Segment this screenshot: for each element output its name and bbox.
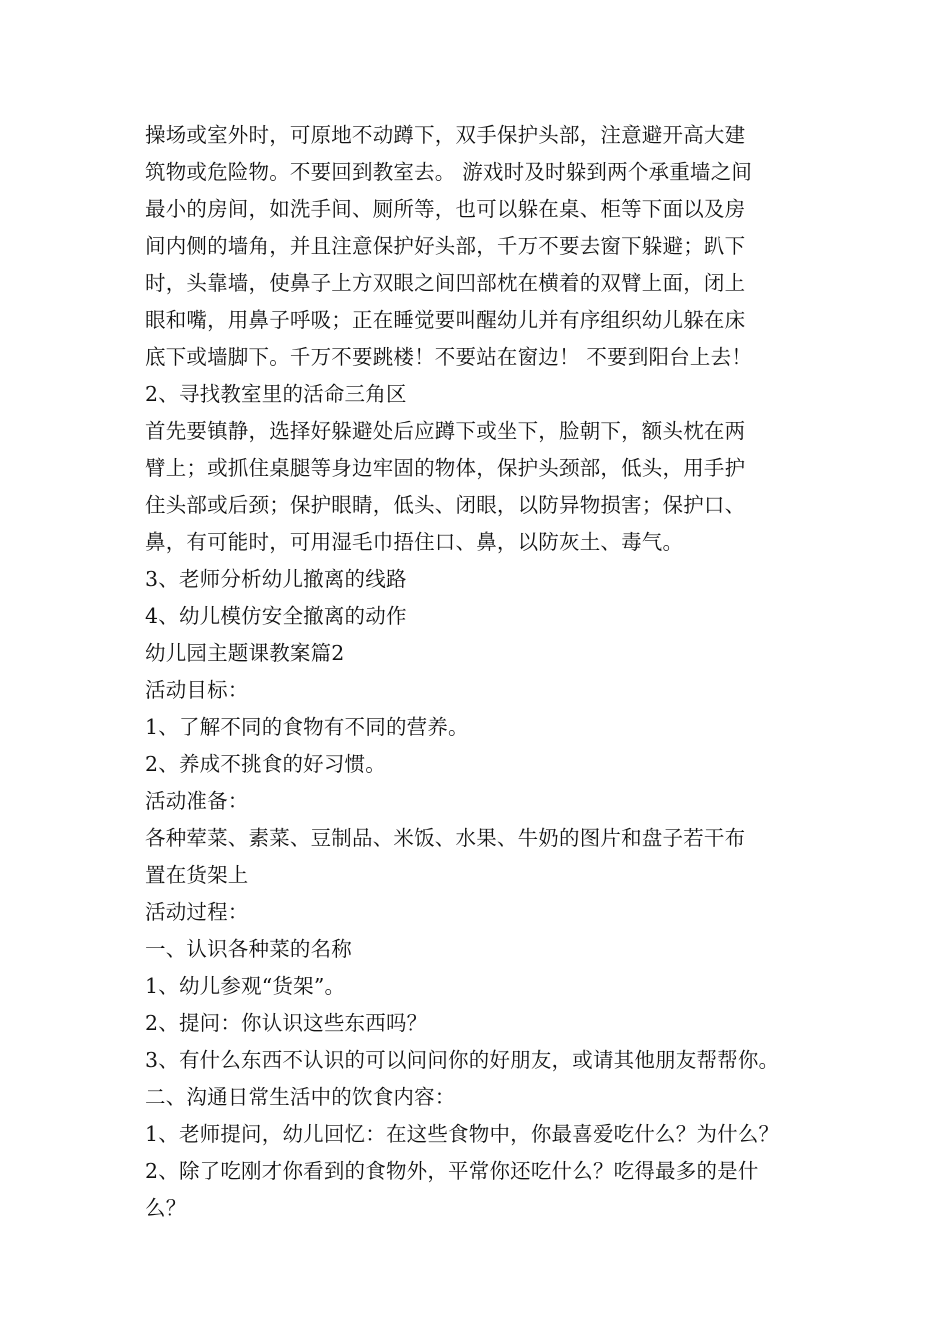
section-heading: 3、老师分析幼儿撤离的线路 — [145, 567, 407, 591]
text-line: 住头部或后颈；保护眼睛，低头、闭眼，以防异物损害；保护口、 — [145, 493, 746, 517]
list-item: 2、提问：你认识这些东西吗？ — [145, 1011, 428, 1035]
list-item: 1、了解不同的食物有不同的营养。 — [145, 715, 469, 739]
text-line: 首先要镇静，选择好躲避处后应蹲下或坐下，脸朝下，额头枕在两 — [145, 419, 746, 443]
list-item: 2、养成不挑食的好习惯。 — [145, 752, 386, 776]
text-line: 间内侧的墙角，并且注意保护好头部，千万不要去窗下躲避；趴下 — [145, 234, 746, 258]
text-line: 最小的房间，如洗手间、厕所等，也可以躲在桌、柜等下面以及房 — [145, 197, 746, 221]
section-heading: 一、认识各种菜的名称 — [145, 937, 352, 961]
section-heading: 2、寻找教室里的活命三角区 — [145, 382, 407, 406]
text-line: 置在货架上 — [145, 863, 249, 887]
text-line: 臂上；或抓住桌腿等身边牢固的物体，保护头颈部，低头，用手护 — [145, 456, 746, 480]
text-line: 底下或墙脚下。千万不要跳楼！不要站在窗边！ 不要到阳台上去！ — [145, 345, 753, 369]
text-line: 时，头靠墙，使鼻子上方双眼之间凹部枕在横着的双臂上面，闭上 — [145, 271, 746, 295]
text-line: 眼和嘴，用鼻子呼吸；正在睡觉要叫醒幼儿并有序组织幼儿躲在床 — [145, 308, 746, 332]
text-line: 筑物或危险物。不要回到教室去。 游戏时及时躲到两个承重墙之间 — [145, 160, 753, 184]
list-item: 1、幼儿参观“货架”。 — [145, 974, 346, 998]
text-line: 操场或室外时，可原地不动蹲下，双手保护头部，注意避开高大建 — [145, 123, 746, 147]
list-item: 3、有什么东西不认识的可以问问你的好朋友，或请其他朋友帮帮你。 — [145, 1048, 780, 1072]
list-item: 1、老师提问，幼儿回忆：在这些食物中，你最喜爱吃什么？为什么？ — [145, 1122, 780, 1146]
section-heading: 4、幼儿模仿安全撤离的动作 — [145, 604, 407, 628]
text-line: 各种荤菜、素菜、豆制品、米饭、水果、牛奶的图片和盘子若干布 — [145, 826, 746, 850]
text-line: 鼻，有可能时，可用湿毛巾捂住口、鼻，以防灰土、毒气。 — [145, 530, 684, 554]
section-heading: 二、沟通日常生活中的饮食内容： — [145, 1085, 456, 1109]
section-heading: 活动准备： — [145, 789, 249, 813]
section-heading: 活动过程： — [145, 900, 249, 924]
list-item: 2、除了吃刚才你看到的食物外，平常你还吃什么？吃得最多的是什 — [145, 1159, 759, 1183]
document-body — [145, 117, 845, 1227]
section-heading: 活动目标： — [145, 678, 249, 702]
text-line: 么？ — [145, 1196, 187, 1220]
article-title: 幼儿园主题课教案篇2 — [145, 641, 345, 665]
